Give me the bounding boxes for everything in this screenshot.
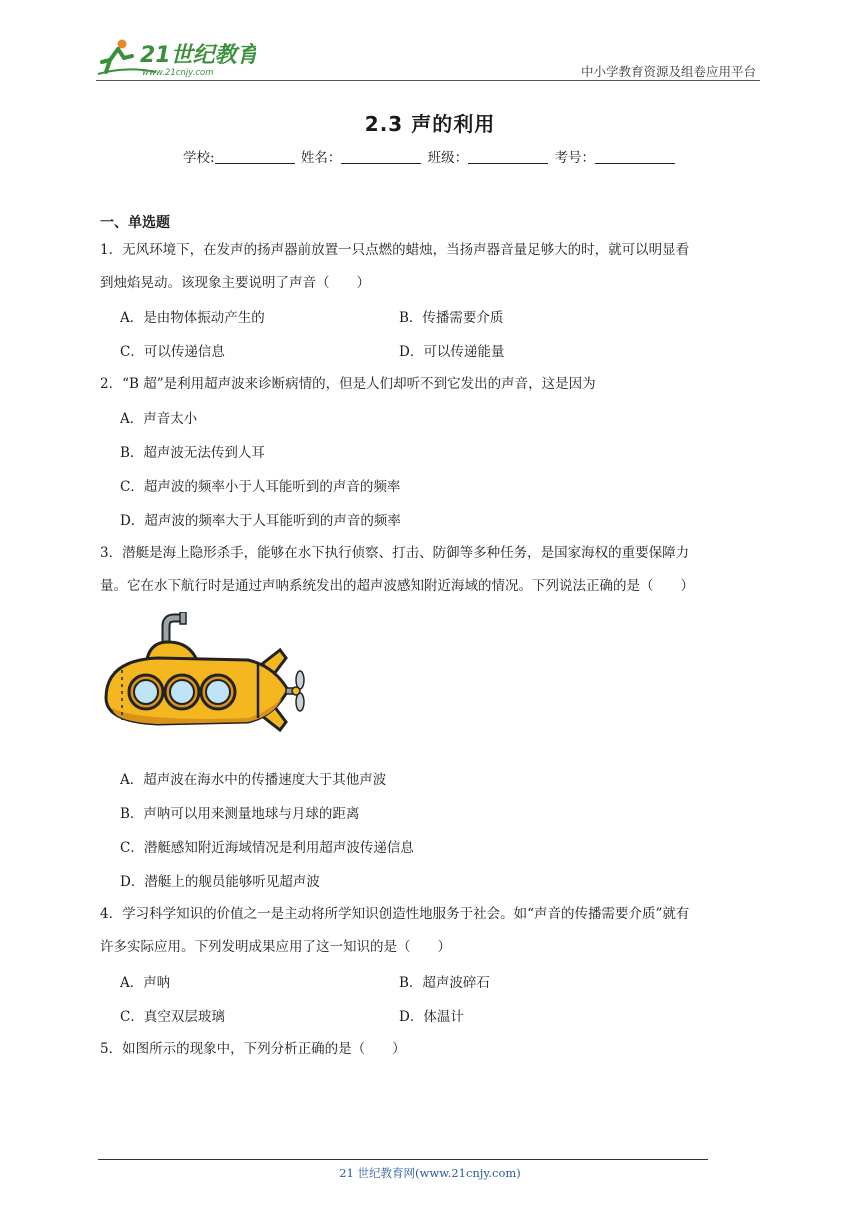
question-text: 5．如图所示的现象中，下列分析正确的是（ ） [100,1041,406,1057]
question-text: 量。它在水下航行时是通过声呐系统发出的超声波感知附近海域的情况。下列说法正确的是（ ） [100,578,694,594]
option-d: D．超声波的频率大于人耳能听到的声音的频率 [120,513,401,529]
option-c: C．可以传递信息 [120,344,225,360]
page-title: 2.3 声的利用 [364,112,496,136]
option-b: B．声呐可以用来测量地球与月球的距离 [120,806,360,822]
header-divider [96,80,760,81]
option-b: B．超声波碎石 [399,975,490,991]
school-label: 学校: [183,150,215,166]
option-d: D．可以传递能量 [399,344,505,360]
question-1 [100,234,764,300]
exam-no-blank [595,149,675,164]
logo-text: 21世纪教育 [140,43,256,68]
option-c: C．潜艇感知附近海域情况是利用超声波传递信息 [120,840,414,856]
footer-link[interactable]: 21 世纪教育网(www.21cnjy.com) [339,1166,521,1180]
question-3 [100,537,764,603]
option-a: A．声呐 [120,975,171,991]
logo-url: www.21cnjy.com [142,68,214,78]
option-a: A．是由物体振动产生的 [120,310,265,326]
question-text: 2．“B 超”是利用超声波来诊断病情的，但是人们却听不到它发出的声音，这是因为 [100,376,596,392]
option-a: A．声音太小 [120,411,198,427]
site-logo [96,36,256,80]
class-blank [468,149,548,164]
question-text: 1．无风环境下，在发声的扬声器前放置一只点燃的蜡烛，当扬声器音量足够大的时，就可以明显看 [100,242,690,258]
question-4 [100,898,764,964]
footer-divider [98,1159,708,1160]
student-info-line [0,146,860,166]
name-blank [341,149,421,164]
submarine-illustration [98,612,308,752]
question-text: 到烛焰晃动。该现象主要说明了声音（ ） [100,275,370,291]
question-5 [100,1033,764,1066]
name-label: 姓名： [300,150,342,166]
option-b: B．传播需要介质 [399,310,504,326]
option-c: C．真空双层玻璃 [120,1009,225,1025]
school-blank [215,149,295,164]
question-text: 3．潜艇是海上隐形杀手，能够在水下执行侦察、打击、防御等多种任务，是国家海权的重要保障力 [100,545,690,561]
header-platform-text: 中小学教育资源及组卷应用平台 [580,64,756,79]
question-2 [100,368,764,401]
question-text: 4．学习科学知识的价值之一是主动将所学知识创造性地服务于社会。如“声音的传播需要介质”就有 [100,906,690,922]
question-text: 许多实际应用。下列发明成果应用了这一知识的是（ ） [100,939,451,955]
exam-no-label: 考号： [554,150,595,166]
section-heading: 一、单选题 [100,215,170,231]
option-c: C．超声波的频率小于人耳能听到的声音的频率 [120,479,401,495]
option-a: A．超声波在海水中的传播速度大于其他声波 [120,772,387,788]
option-d: D．体温计 [399,1009,464,1025]
option-b: B．超声波无法传到人耳 [120,445,265,461]
class-label: 班级： [427,150,469,166]
option-d: D．潜艇上的舰员能够听见超声波 [120,874,320,890]
